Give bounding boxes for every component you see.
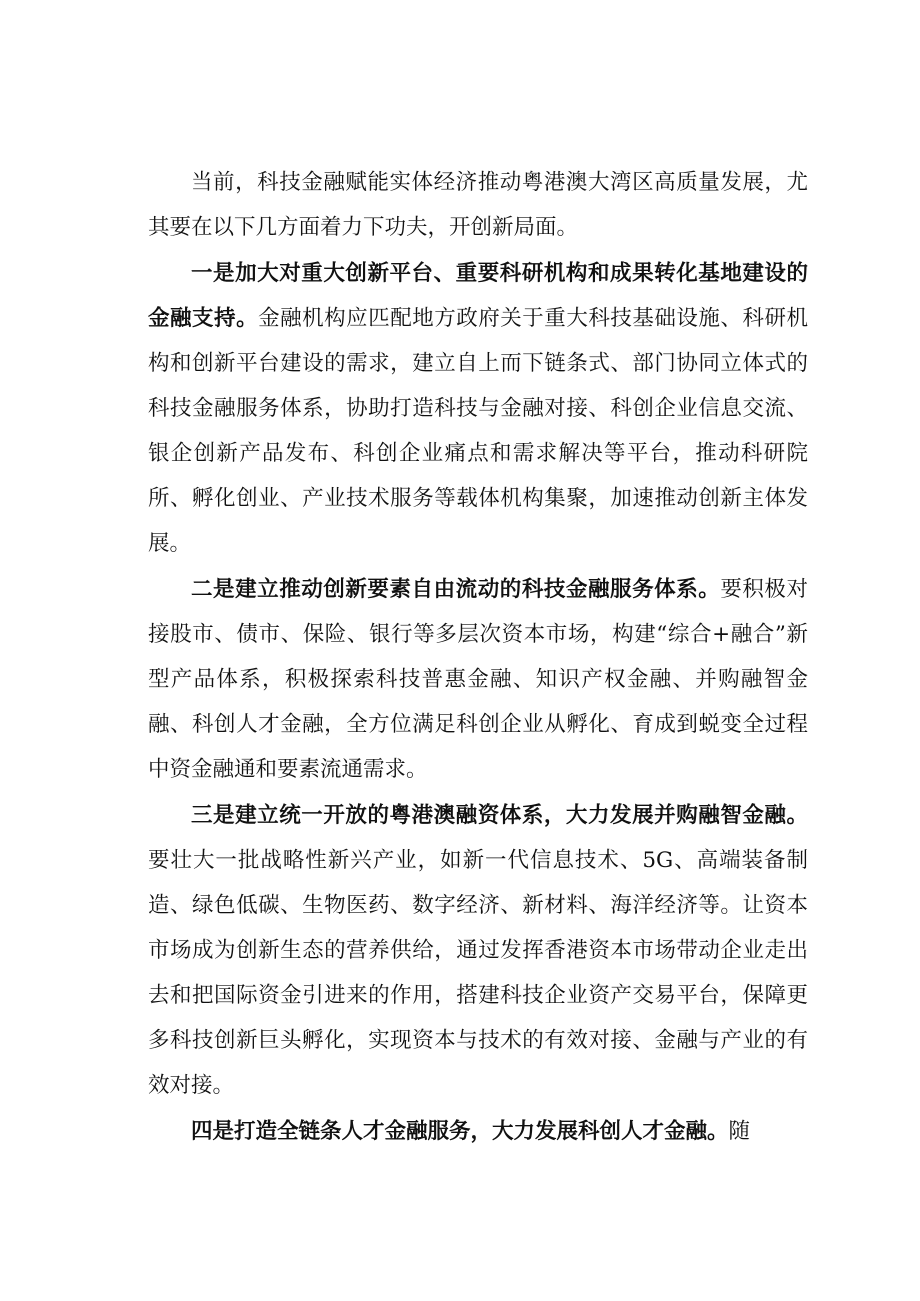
paragraph-lead: 四是打造全链条人才金融服务，大力发展科创人才金融。 [191, 1119, 729, 1144]
paragraph-text: 随 [728, 1119, 751, 1144]
paragraph-text: 要积极对接股市、债市、保险、银行等多层次资本市场，构建“综合+融合”新型产品体系，积极探索科技普惠金融、知识产权金融、并购融智金融、科创人才金融，全方位满足科创企业从孵化、育成到蜕变全过程中资金融通和要素流通需求。 [148, 577, 808, 782]
paragraph-lead: 二是建立推动创新要素自由流动的科技金融服务体系。 [191, 577, 721, 602]
paragraph-text: 金融机构应匹配地方政府关于重大科技基础设施、科研机构和创新平台建设的需求，建立自上而下链条式、部门协同立体式的科技金融服务体系，协助打造科技与金融对接、科创企业信息交流、银企创新产品发布、科创企业痛点和需求解决等平台，推动科研院所、孵化创业、产业技术服务等载体机构集聚，加速推动创新主体发展。 [148, 306, 808, 556]
paragraph-point-4 [148, 1109, 808, 1154]
paragraph-point-3 [148, 793, 808, 1108]
paragraph-lead: 一是加大对重大创新平台、重要科研机构和成果转化基地建设的金融支持。 [148, 261, 808, 331]
document-body [148, 160, 808, 1155]
paragraph-text: 要壮大一批战略性新兴产业，如新一代信息技术、5G、高端装备制造、绿色低碳、生物医药、数字经济、新材料、海洋经济等。让资本市场成为创新生态的营养供给，通过发挥香港资本市场带动企业走出去和把国际资金引进来的作用，搭建科技企业资产交易平台，保障更多科技创新巨头孵化，实现资本与技术的有效对接、金融与产业的有效对接。 [148, 848, 808, 1098]
paragraph-intro [148, 160, 808, 250]
paragraph-point-1 [148, 251, 808, 566]
paragraph-point-2 [148, 567, 808, 792]
paragraph-text: 当前，科技金融赋能实体经济推动粤港澳大湾区高质量发展，尤其要在以下几方面着力下功夫，开创新局面。 [148, 170, 808, 240]
paragraph-lead: 三是建立统一开放的粤港澳融资体系，大力发展并购融智金融。 [191, 803, 808, 828]
